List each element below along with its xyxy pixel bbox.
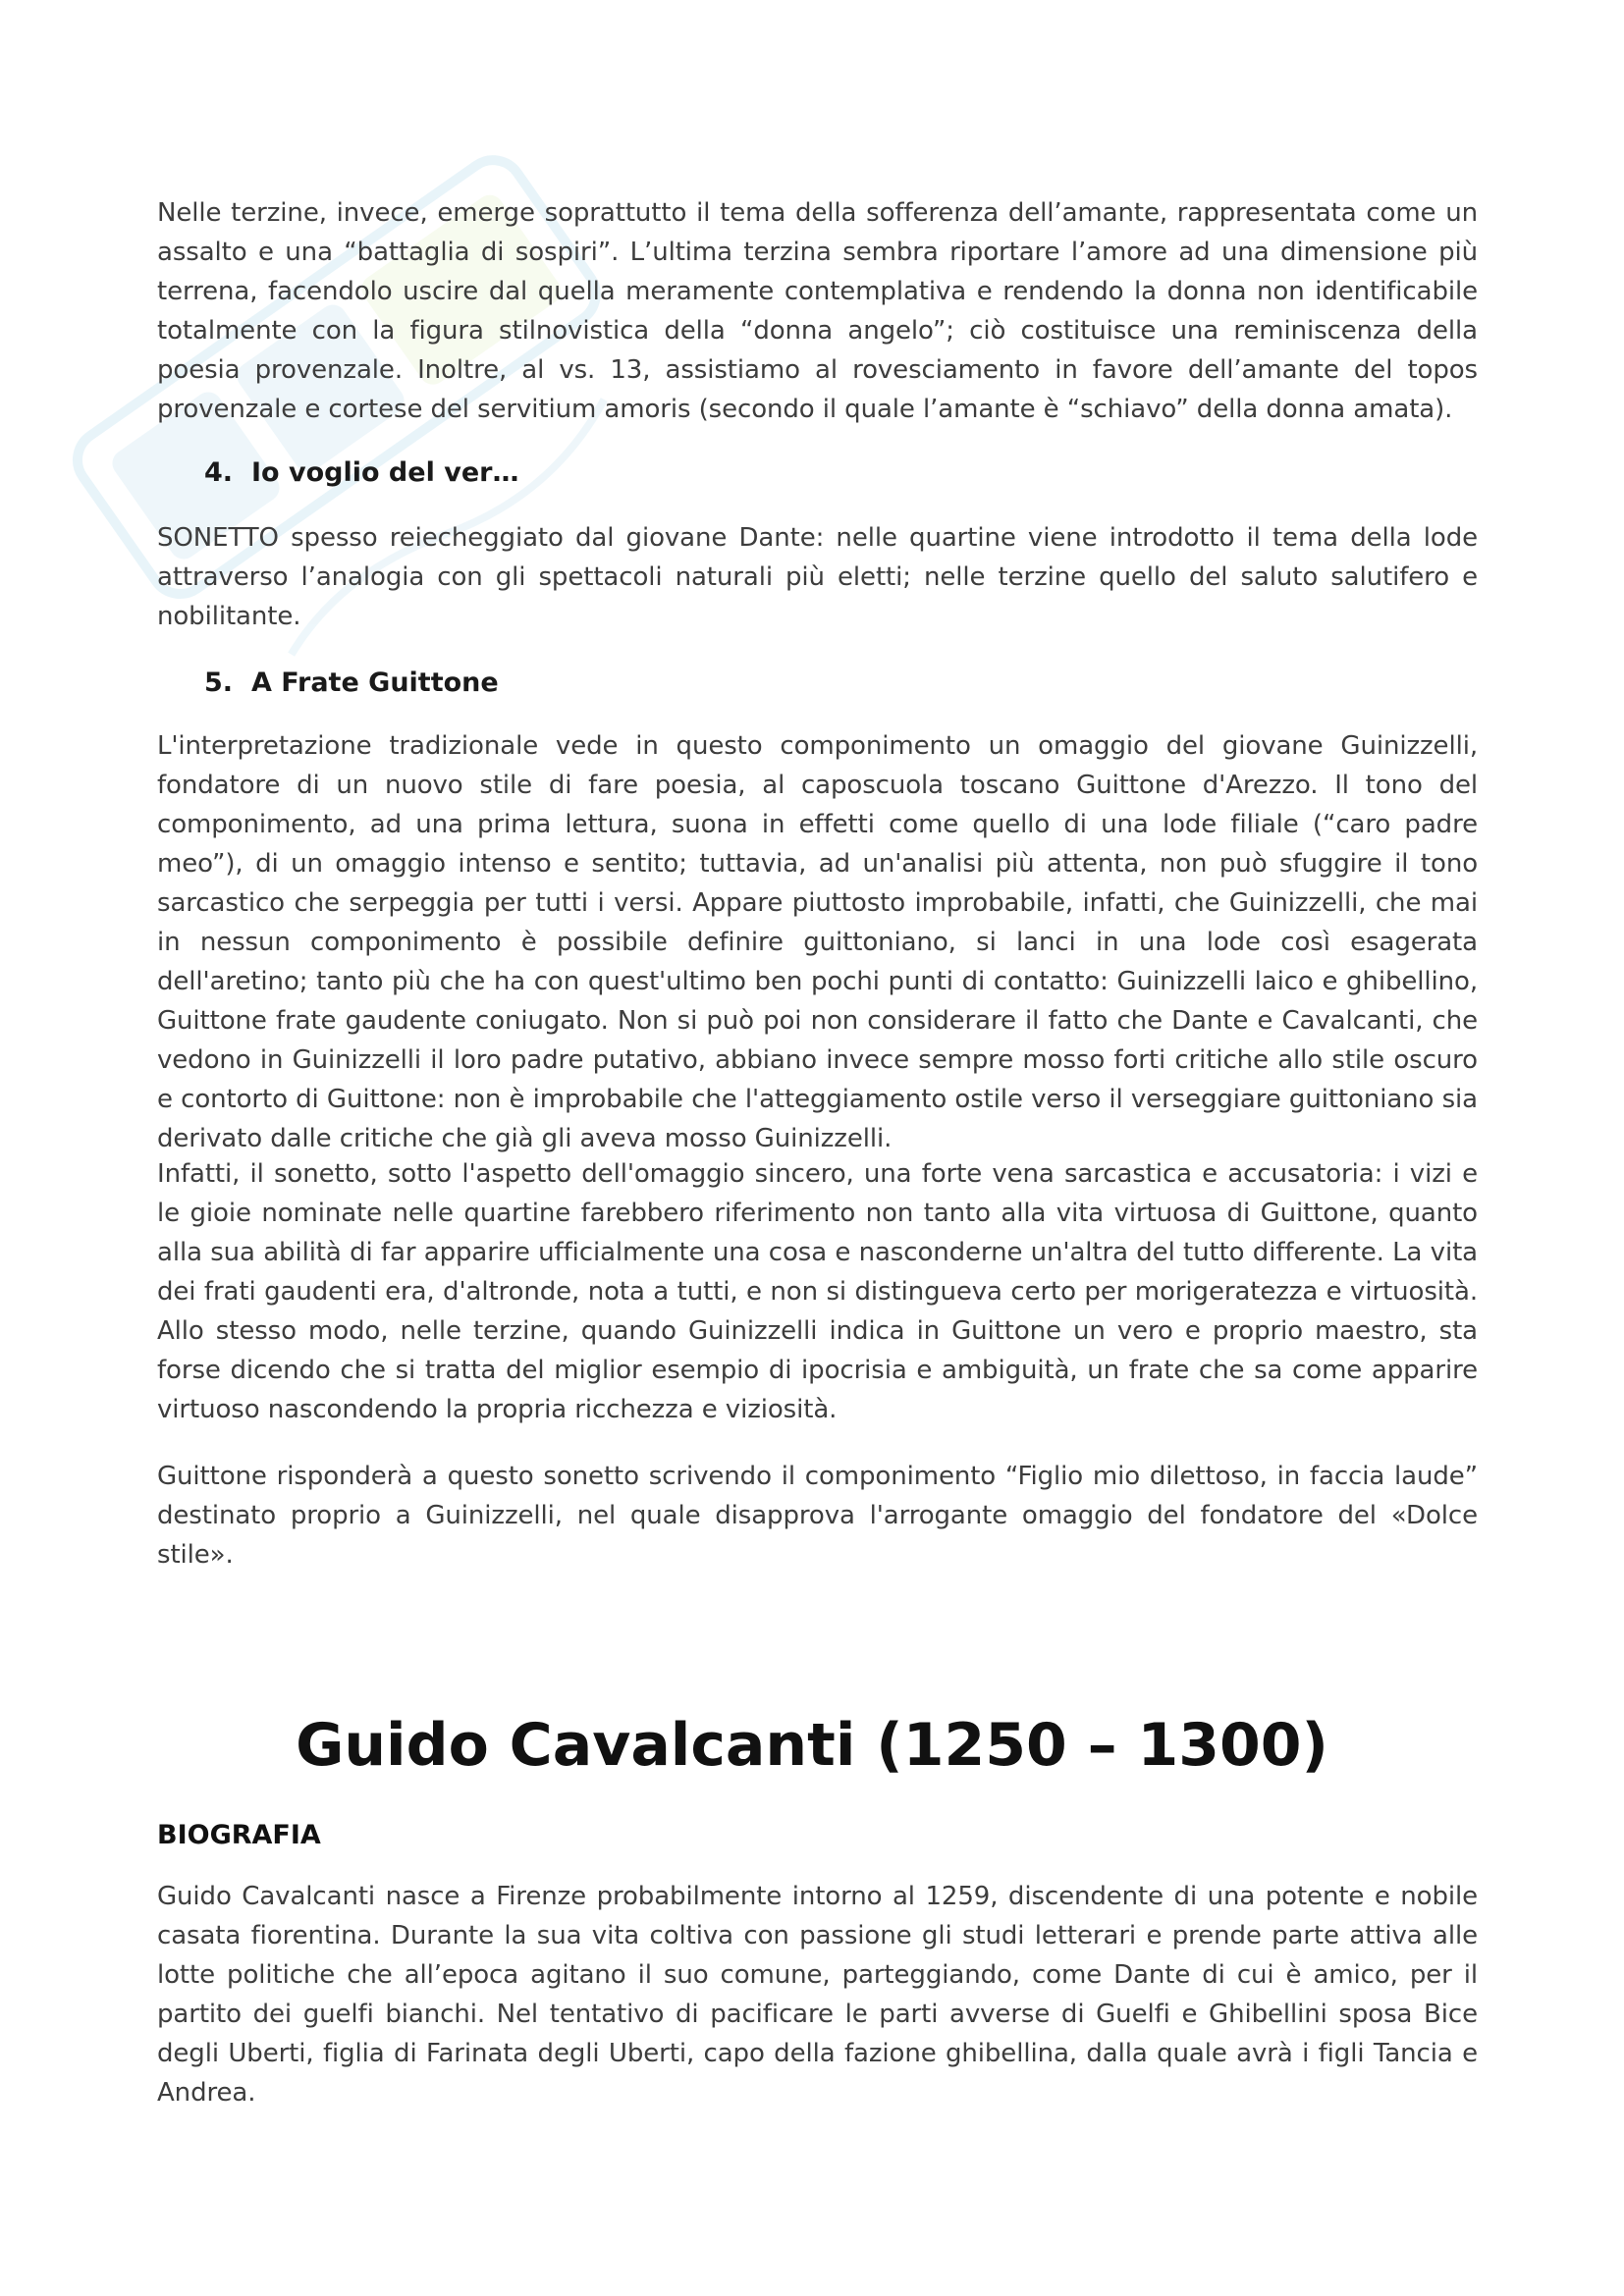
heading-number: 5. bbox=[204, 667, 234, 698]
heading-io-voglio-del-ver bbox=[204, 454, 518, 493]
page-title: Guido Cavalcanti (1250 – 1300) bbox=[296, 1711, 1328, 1780]
paragraph-infatti: Infatti, il sonetto, sotto l'aspetto dell'omaggio sincero, una forte vena sarcastica e accusatoria: i vizi e le gioie nominate nelle quartine farebbero riferimento non tanto alla vita virtuosa di Guittone, quanto alla sua abilità di far apparire ufficialmente una cosa e nasconderne un'altra del tutto differente. La vita dei frati gaudenti era, d'altronde, nota a tutti, e non si distingueva certo per morigeratezza e virtuosità. Allo stesso modo, nelle terzine, quando Guinizzelli indica in Guittone un vero e proprio maestro, sta forse dicendo che si tratta del miglior esempio di ipocrisia e ambiguità, un frate che sa come apparire virtuoso nascondendo la propria ricchezza e viziosità. bbox=[157, 1159, 1478, 1424]
heading-number: 4. bbox=[204, 457, 234, 488]
heading-text: A Frate Guittone bbox=[251, 667, 499, 698]
paragraph-terzine: Nelle terzine, invece, emerge soprattutto il tema della sofferenza dell’amante, rappresentata come un assalto e una “battaglia di sospiri”. L’ultima terzina sembra riportare l’amore ad una dimensione più terrena, facendolo uscire dal quella meramente contemplativa e rendendo la donna non identificabile totalmente con la figura stilnovistica della “donna angelo”; ciò costituisce una reminiscenza della poesia provenzale. Inoltre, al vs. 13, assistiamo al rovesciamento in favore dell’amante del topos provenzale e cortese del servitium amoris (secondo il quale l’amante è “schiavo” della donna amata). bbox=[157, 198, 1478, 424]
paragraph-interpretazione: L'interpretazione tradizionale vede in questo componimento un omaggio del giovane Guinizzelli, fondatore di un nuovo stile di fare poesia, al caposcuola toscano Guittone d'Arezzo. Il tono del componimento, ad una prima lettura, suona in effetti come quello di una lode filiale (“caro padre meo”), di un omaggio intenso e sentito; tuttavia, ad un'analisi più attenta, non può sfuggire il tono sarcastico che serpeggia per tutti i versi. Appare piuttosto improbabile, infatti, che Guinizzelli, che mai in nessun componimento è possibile definire guittoniano, si lanci in una lode così esagerata dell'aretino; tanto più che ha con quest'ultimo ben pochi punti di contatto: Guinizzelli laico e ghibellino, Guittone frate gaudente coniugato. Non si può poi non considerare il fatto che Dante e Cavalcanti, che vedono in Guinizzelli il loro padre putativo, abbiano invece sempre mosso forti critiche allo stile oscuro e contorto di Guittone: non è improbabile che l'atteggiamento ostile verso il verseggiare guittoniano sia derivato dalle critiche che già gli aveva mosso Guinizzelli. bbox=[157, 731, 1478, 1153]
paragraph-risposta: Guittone risponderà a questo sonetto scrivendo il componimento “Figlio mio dilettoso, in faccia laude” destinato proprio a Guinizzelli, nel quale disapprova l'arrogante omaggio del fondatore del «Dolce stile». bbox=[157, 1462, 1478, 1570]
heading-text: Io voglio del ver… bbox=[251, 457, 519, 488]
heading-a-frate-guittone bbox=[204, 664, 499, 703]
section-label-biografia: BIOGRAFIA bbox=[157, 1820, 321, 1850]
paragraph-sonetto: SONETTO spesso reiecheggiato dal giovane Dante: nelle quartine viene introdotto il tema della lode attraverso l’analogia con gli spettacoli naturali più eletti; nelle terzine quello del saluto salutifero e nobilitante. bbox=[157, 523, 1478, 631]
paragraph-biografia: Guido Cavalcanti nasce a Firenze probabilmente intorno al 1259, discendente di una potente e nobile casata fiorentina. Durante la sua vita coltiva con passione gli studi letterari e prende parte attiva alle lotte politiche che all’epoca agitano il suo comune, parteggiando, come Dante di cui è amico, per il partito dei guelfi bianchi. Nel tentativo di pacificare le parti avverse di Guelfi e Ghibellini sposa Bice degli Uberti, figlia di Farinata degli Uberti, capo della fazione ghibellina, dalla quale avrà i figli Tancia e Andrea. bbox=[157, 1882, 1478, 2108]
